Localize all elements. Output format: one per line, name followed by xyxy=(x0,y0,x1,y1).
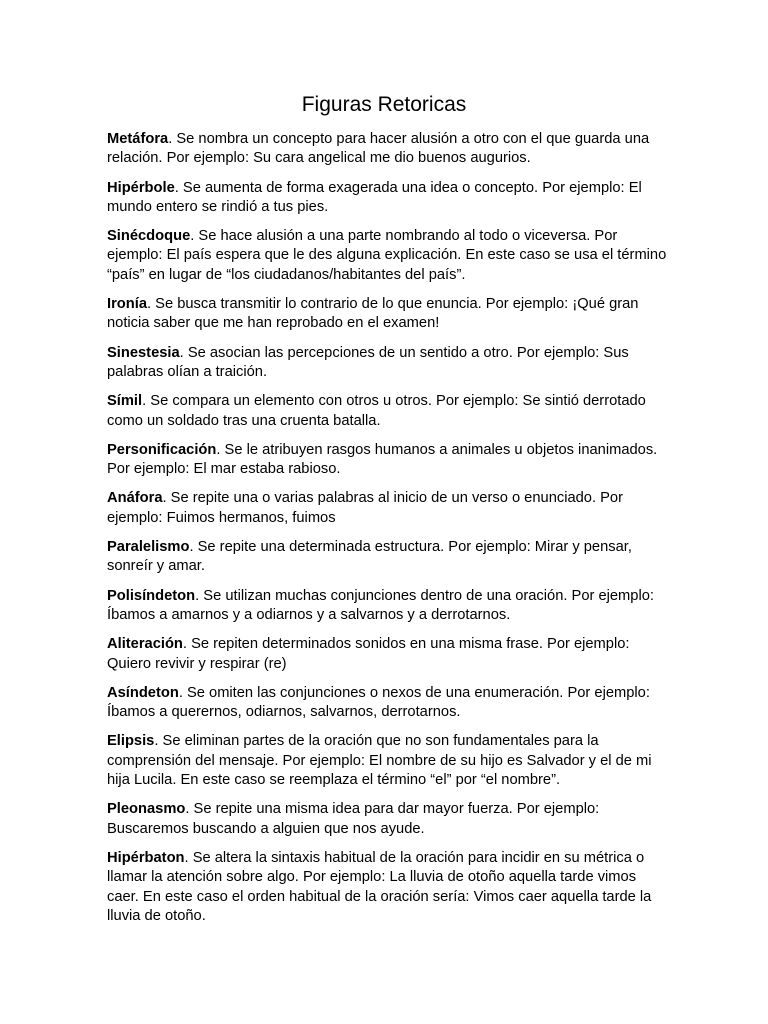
figure-description: . Se compara un elemento con otros u otros. Por ejemplo: Se sintió derrotado como un soldado tras una cruenta batalla. xyxy=(107,393,646,429)
figure-description: . Se busca transmitir lo contrario de lo que enuncia. Por ejemplo: ¡Qué gran noticia saber que me han reprobado en el examen! xyxy=(107,296,639,332)
figure-term: Ironía xyxy=(107,296,147,313)
figure-term: Sinécdoque xyxy=(107,228,191,245)
figure-entry xyxy=(107,441,667,480)
figure-entry xyxy=(107,179,667,218)
figure-list xyxy=(107,130,667,936)
figure-description: . Se omiten las conjunciones o nexos de una enumeración. Por ejemplo: Íbamos a querernos, odiarnos, salvarnos, derrotarnos. xyxy=(107,684,650,721)
figure-term: Hipérbaton xyxy=(107,849,185,866)
figure-entry xyxy=(107,489,667,528)
figure-description: . Se repite una misma idea para dar mayor fuerza. Por ejemplo: Buscaremos buscando a alguien que nos ayude. xyxy=(107,801,600,837)
figure-entry xyxy=(107,227,667,285)
figure-term: Elipsis xyxy=(107,733,155,750)
figure-term: Sinestesia xyxy=(107,344,180,361)
figure-description: . Se asocian las percepciones de un sentido a otro. Por ejemplo: Sus palabras olían a traición. xyxy=(107,344,629,380)
figure-entry xyxy=(107,732,667,790)
figure-entry xyxy=(107,684,667,723)
figure-entry xyxy=(107,635,667,674)
figure-description: . Se le atribuyen rasgos humanos a animales u objetos inanimados. Por ejemplo: El mar estaba rabioso. xyxy=(107,441,658,478)
figure-description: . Se eliminan partes de la oración que no son fundamentales para la comprensión del mensaje. Por ejemplo: El nombre de su hijo es Salvador y el de mi hija Lucila. En este caso se reemplaza el término “el” por “el nombre”. xyxy=(107,733,652,789)
figure-description: . Se repite una o varias palabras al inicio de un verso o enunciado. Por ejemplo: Fuimos hermanos, fuimos xyxy=(107,490,623,526)
figure-term: Asíndeton xyxy=(107,684,179,701)
figure-term: Pleonasmo xyxy=(107,801,186,818)
document-title: Figuras Retoricas xyxy=(301,93,467,116)
figure-term: Polisíndeton xyxy=(107,587,196,604)
figure-entry xyxy=(107,344,667,383)
figure-description: . Se altera la sintaxis habitual de la oración para incidir en su métrica o llamar la atención sobre algo. Por ejemplo: La lluvia de otoño aquella tarde vimos caer. En este caso el orden habitual de la oración sería: Vimos caer aquella tarde la lluvia de otoño. xyxy=(107,849,652,924)
figure-description: . Se repiten determinados sonidos en una misma frase. Por ejemplo: Quiero revivir y respirar (re) xyxy=(107,636,630,672)
figure-entry xyxy=(107,538,667,577)
figure-term: Hipérbole xyxy=(107,179,175,196)
figure-entry xyxy=(107,800,667,839)
figure-entry xyxy=(107,587,667,626)
figure-entry xyxy=(107,392,667,431)
figure-description: . Se nombra un concepto para hacer alusión a otro con el que guarda una relación. Por ejemplo: Su cara angelical me dio buenos augurios. xyxy=(107,131,650,167)
figure-term: Aliteración xyxy=(107,636,183,653)
figure-term: Anáfora xyxy=(107,490,163,507)
figure-term: Símil xyxy=(107,393,143,410)
figure-description: . Se utilizan muchas conjunciones dentro de una oración. Por ejemplo: Íbamos a amarnos y a odiarnos y a salvarnos y a derrotarnos. xyxy=(107,587,654,623)
figure-entry xyxy=(107,295,667,334)
figure-term: Paralelismo xyxy=(107,539,190,556)
figure-term: Metáfora xyxy=(107,131,169,147)
figure-entry xyxy=(107,849,667,926)
figure-entry xyxy=(107,130,667,169)
figure-description: . Se aumenta de forma exagerada una idea o concepto. Por ejemplo: El mundo entero se rindió a tus pies. xyxy=(107,179,642,215)
figure-description: . Se repite una determinada estructura. Por ejemplo: Mirar y pensar, sonreír y amar. xyxy=(107,539,632,575)
figure-description: . Se hace alusión a una parte nombrando al todo o viceversa. Por ejemplo: El país espera que le des alguna explicación. En este caso se usa el término “país” en lugar de “los ciudadanos/habitantes del país”. xyxy=(107,228,667,283)
figure-term: Personificación xyxy=(107,441,217,458)
